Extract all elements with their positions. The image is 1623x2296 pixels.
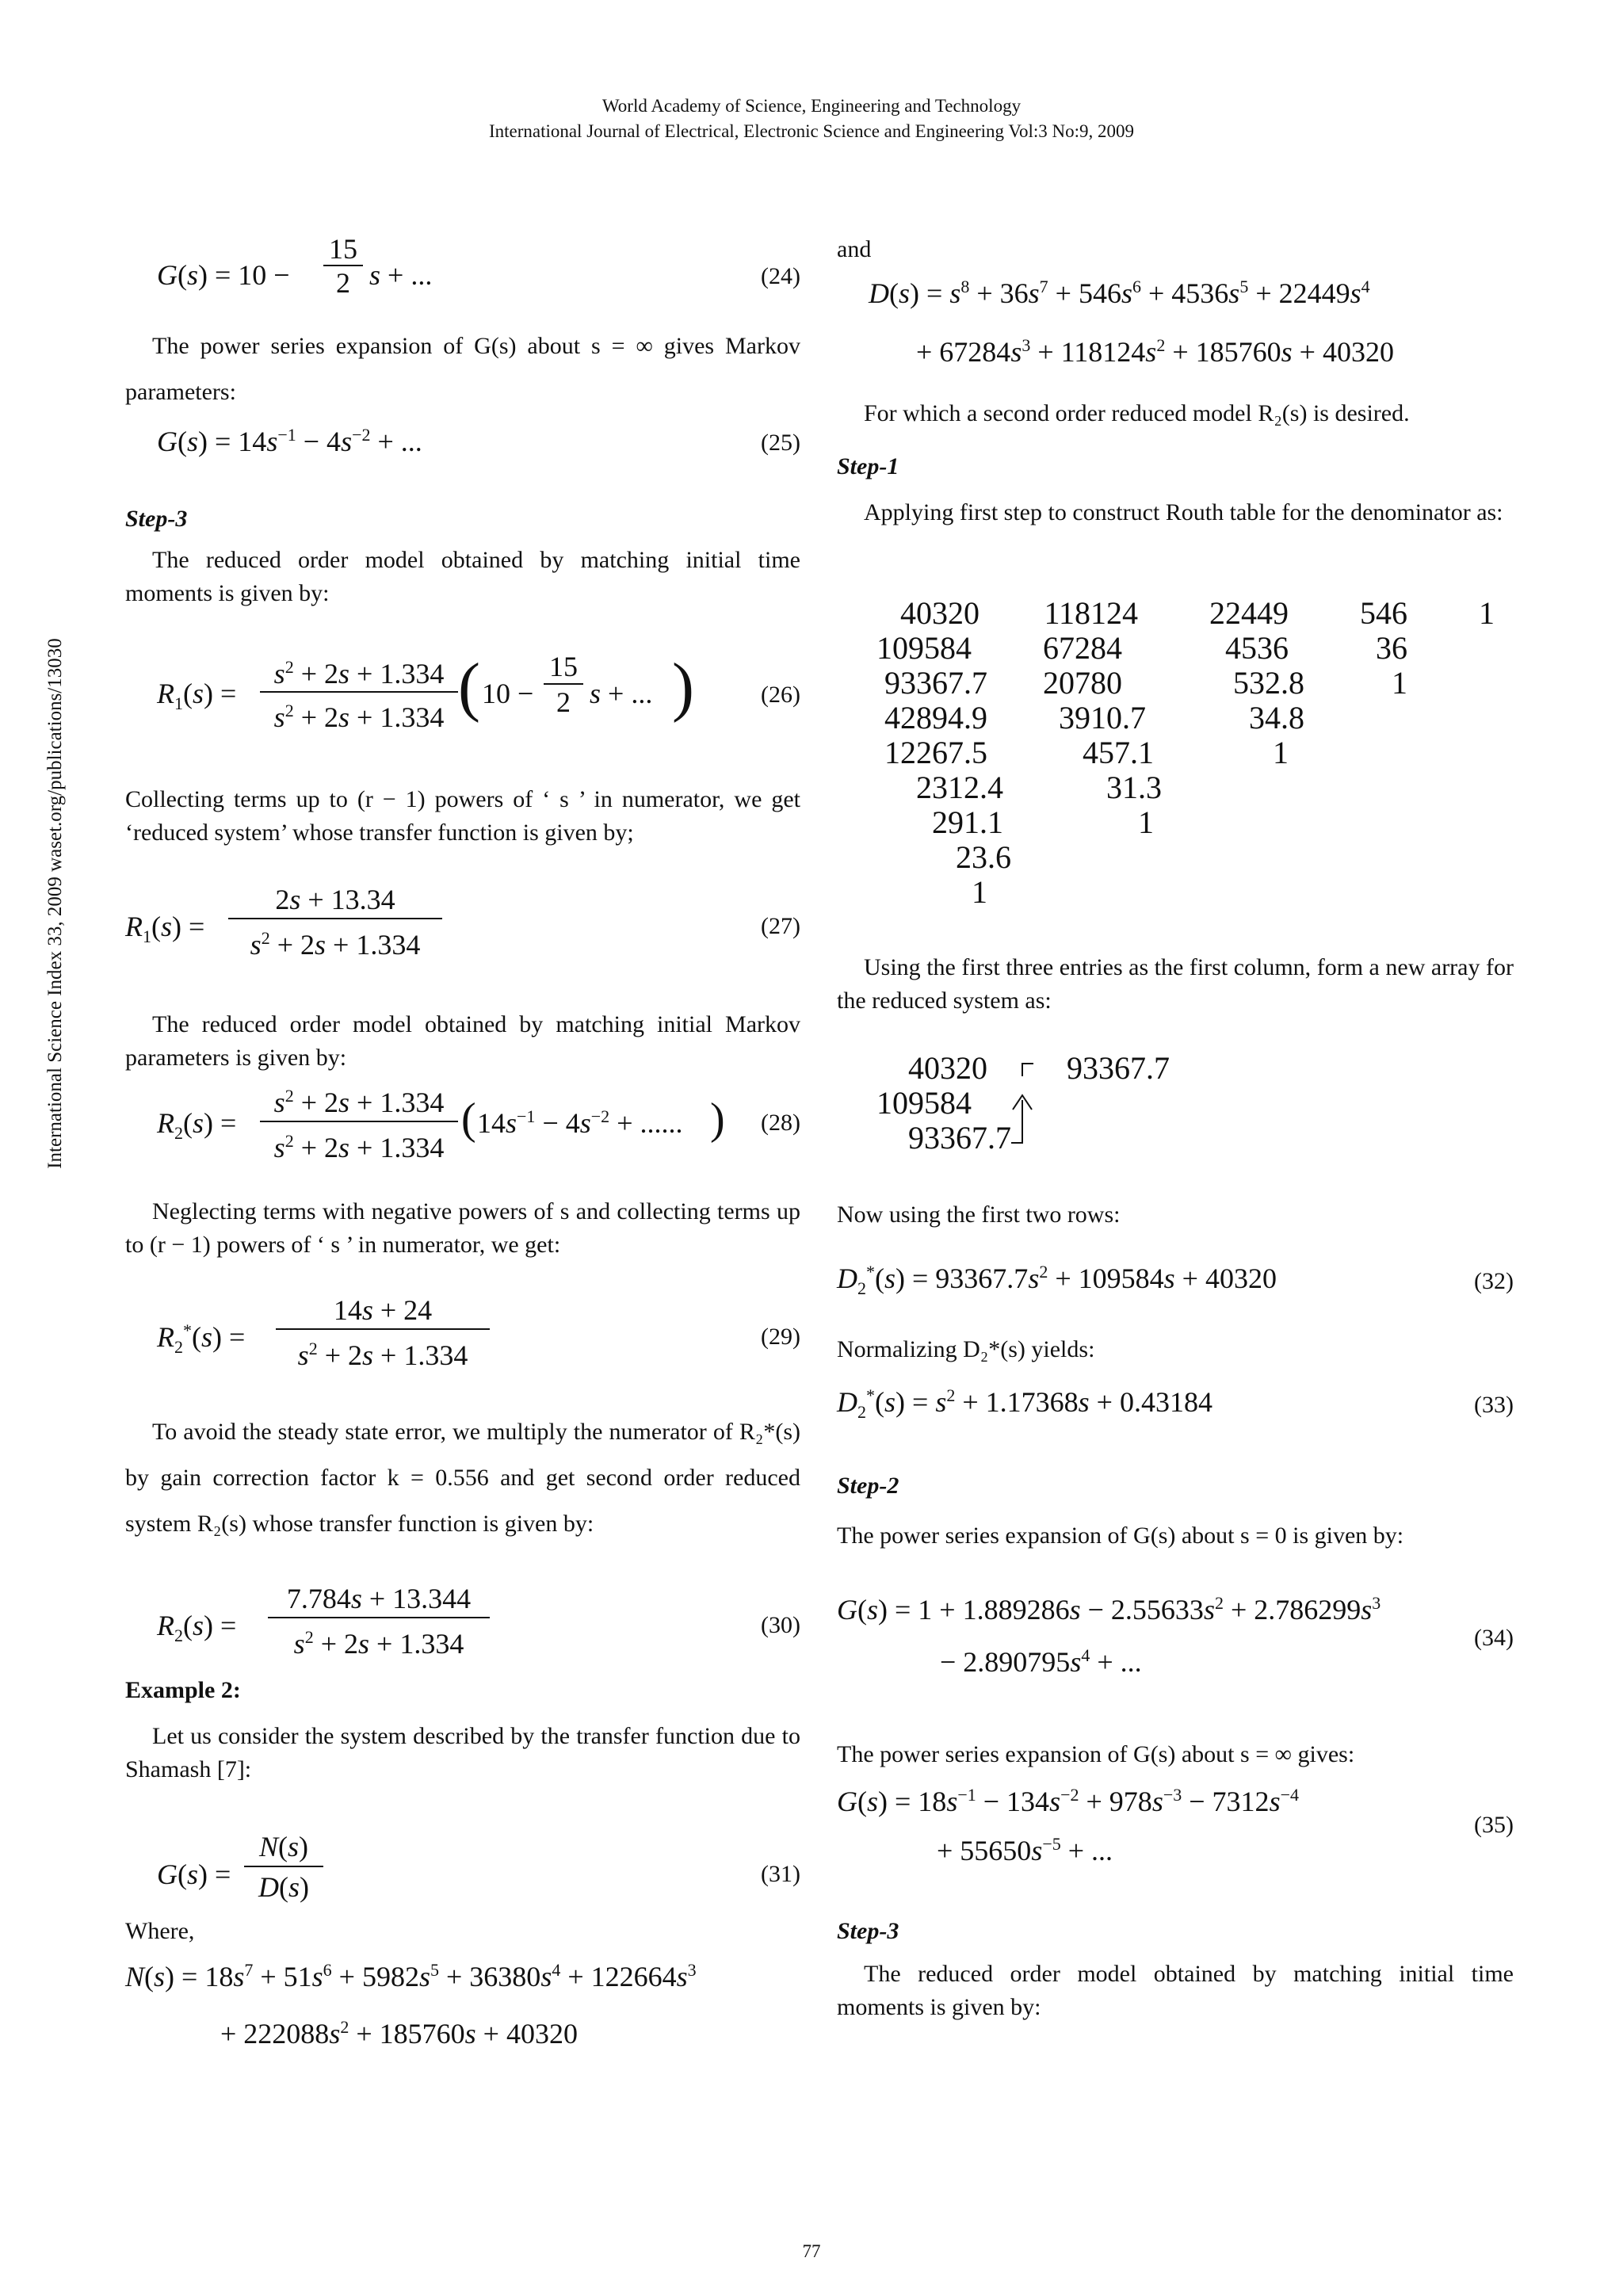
step-1-heading: Step-1	[837, 453, 899, 479]
paragraph-consider-system: Let us consider the system described by the transfer function due to Shamash [7]:	[125, 1723, 800, 1782]
equation-number: (28)	[761, 1110, 800, 1136]
reduced-array	[837, 1049, 1514, 1160]
step-2-heading: Step-2	[837, 1473, 899, 1499]
routh-cell: 12267.5	[884, 735, 987, 770]
routh-cell: 22449	[1209, 595, 1289, 631]
routh-cell: 20780	[1043, 665, 1122, 701]
routh-cell: 1	[1138, 804, 1154, 840]
equation-number: (32)	[1474, 1268, 1514, 1294]
index-sidebar: International Science Index 33, 2009 waset.org/publications/13030	[44, 638, 66, 1169]
equation-number: (29)	[761, 1324, 800, 1350]
array-cell: 93367.7	[1067, 1050, 1170, 1086]
equation-number: (24)	[761, 263, 800, 289]
equation-34: $G(s) = 1 + 1.889286s - 2.55633s^2 + 2.786299s^3$ − $2.890795s^4$ + ... (34)	[837, 1593, 1514, 1678]
equation-30: $R_2(s)$ = 7.784s + 13.344 $s^2 + 2s + 1.334$ (30)	[125, 1577, 800, 1664]
paragraph-neglecting: Neglecting terms with negative powers of s and collecting terms up to (r − 1) powers of ‘ s ’ in numerator, we get:	[125, 1198, 800, 1258]
step-3-heading-right: Step-3	[837, 1918, 899, 1944]
example-2-heading: Example 2:	[125, 1677, 241, 1703]
paragraph-avoid-error: To avoid the steady state error, we multiply the numerator of R₂*(s) by gain correction factor k = 0.556 and get second order reduced system R₂(s) whose transfer function is given by:	[125, 1419, 800, 1537]
equation-35: $G(s) = 18s^{-1} - 134s^{-2} + 978s^{-3} - 7312s^{-4}$ + $55650s^{-5}$ + ... (35)	[837, 1785, 1514, 1866]
equation-denominator: $D(s) = s^8 + 36s^7 + 546s^6 + 4536s^5 + 22449s^4$ + $67284s^3 + 118124s^2 + 185760s + 40320$	[869, 277, 1394, 368]
array-cell: 40320	[908, 1050, 987, 1086]
routh-cell: 1	[1479, 595, 1495, 631]
routh-cell: 67284	[1043, 630, 1122, 666]
routh-cell: 532.8	[1233, 665, 1304, 701]
paragraph-collecting-terms: Collecting terms up to (r − 1) powers of ‘ s ’ in numerator, we get ‘reduced system’ whose transfer function is given by;	[125, 786, 800, 846]
routh-cell: 2312.4	[916, 770, 1003, 805]
paragraph-desired: For which a second order reduced model R₂(s) is desired.	[864, 400, 1410, 426]
routh-table	[837, 594, 1514, 911]
routh-cell: 1	[1273, 735, 1289, 770]
routh-cell: 34.8	[1249, 700, 1304, 735]
running-header	[0, 94, 1623, 144]
routh-cell: 109584	[876, 630, 972, 666]
equation-number: (26)	[761, 682, 800, 708]
paragraph-power-series-zero: The power series expansion of G(s) about s = 0 is given by:	[837, 1522, 1404, 1549]
paragraph-now-using: Now using the first two rows:	[837, 1201, 1121, 1228]
routh-cell: 1	[1392, 665, 1407, 701]
equation-numerator: $N(s) = 18s^7 + 51s^6 + 5982s^5 + 36380s^4 + 122664s^3$ + $222088s^2 + 185760s + 40320$	[125, 1960, 697, 2050]
equation-number: (30)	[761, 1612, 800, 1638]
paragraph-normalizing: Normalizing D₂*(s) yields:	[837, 1336, 1095, 1362]
routh-cell: 31.3	[1106, 770, 1162, 805]
array-cell: 109584	[876, 1085, 972, 1121]
routh-cell: 291.1	[932, 804, 1003, 840]
step-3-heading: Step-3	[125, 506, 188, 532]
routh-cell: 3910.7	[1059, 700, 1146, 735]
equation-31: G(s) = N(s) D(s) (31)	[125, 1824, 800, 1912]
paragraph-markov: The reduced order model obtained by matching initial Markov parameters is given by:	[125, 1011, 800, 1071]
routh-cell: 118124	[1044, 595, 1138, 631]
journal-issue: International Journal of Electrical, Electronic Science and Engineering Vol:3 No:9, 2009	[488, 121, 1135, 141]
where-label: Where,	[125, 1918, 195, 1944]
equation-number: (34)	[1474, 1625, 1514, 1651]
paragraph-time-moments: The reduced order model obtained by matching initial time moments is given by:	[125, 547, 800, 606]
array-cell: 93367.7	[908, 1120, 1011, 1156]
routh-cell: 546	[1360, 595, 1407, 631]
equation-26: $R_1(s)$ = $s^2 + 2s + 1.334$ $s^2 + 2s + 1.334$ ( 10 − 15 2 s + ... ) (26)	[157, 650, 800, 733]
journal-name: World Academy of Science, Engineering and Technology	[601, 96, 1022, 116]
equation-number: (27)	[761, 913, 800, 939]
routh-cell: 93367.7	[884, 665, 987, 701]
equation-28: $R_2(s)$ = $s^2 + 2s + 1.334$ $s^2 + 2s + 1.334$ ( $14s^{-1} - 4s^{-2}$ + ...... ) (28)	[125, 1075, 800, 1162]
routh-cell: 457.1	[1083, 735, 1154, 770]
paragraph-power-series-inf: The power series expansion of G(s) about s = ∞ gives:	[837, 1741, 1355, 1767]
routh-cell: 1	[972, 874, 987, 910]
routh-cell: 23.6	[956, 839, 1011, 875]
page-number: 77	[802, 2241, 821, 2261]
routh-cell: 40320	[900, 595, 980, 631]
routh-cell: 42894.9	[884, 700, 987, 735]
equation-27: $R_1(s)$ = 2s + 13.34 $s^2 + 2s + 1.334$ (27)	[125, 878, 800, 965]
and-label: and	[837, 236, 872, 262]
paragraph-power-series-infinity: The power series expansion of G(s) about s = ∞ gives Markov parameters:	[125, 333, 800, 405]
routh-cell: 4536	[1225, 630, 1289, 666]
routh-cell: 36	[1376, 630, 1407, 666]
paragraph-routh: Applying first step to construct Routh table for the denominator as:	[864, 499, 1503, 525]
array-arrow-icon	[837, 1049, 1075, 1160]
equation-number: (25)	[761, 430, 800, 456]
equation-number: (31)	[761, 1861, 800, 1887]
equation-number: (35)	[1474, 1812, 1514, 1838]
equation-number: (33)	[1474, 1392, 1514, 1418]
paragraph-using-entries: Using the first three entries as the first column, form a new array for the reduced system as:	[837, 954, 1514, 1014]
equation-24: G(s) = 10 − 15 2 s + ... (24)	[157, 233, 800, 299]
equation-29: $R_2^*(s)$ = 14s + 24 $s^2 + 2s + 1.334$ (29)	[125, 1289, 800, 1376]
paragraph-time-moments-right: The reduced order model obtained by matching initial time moments is given by:	[837, 1961, 1514, 2020]
